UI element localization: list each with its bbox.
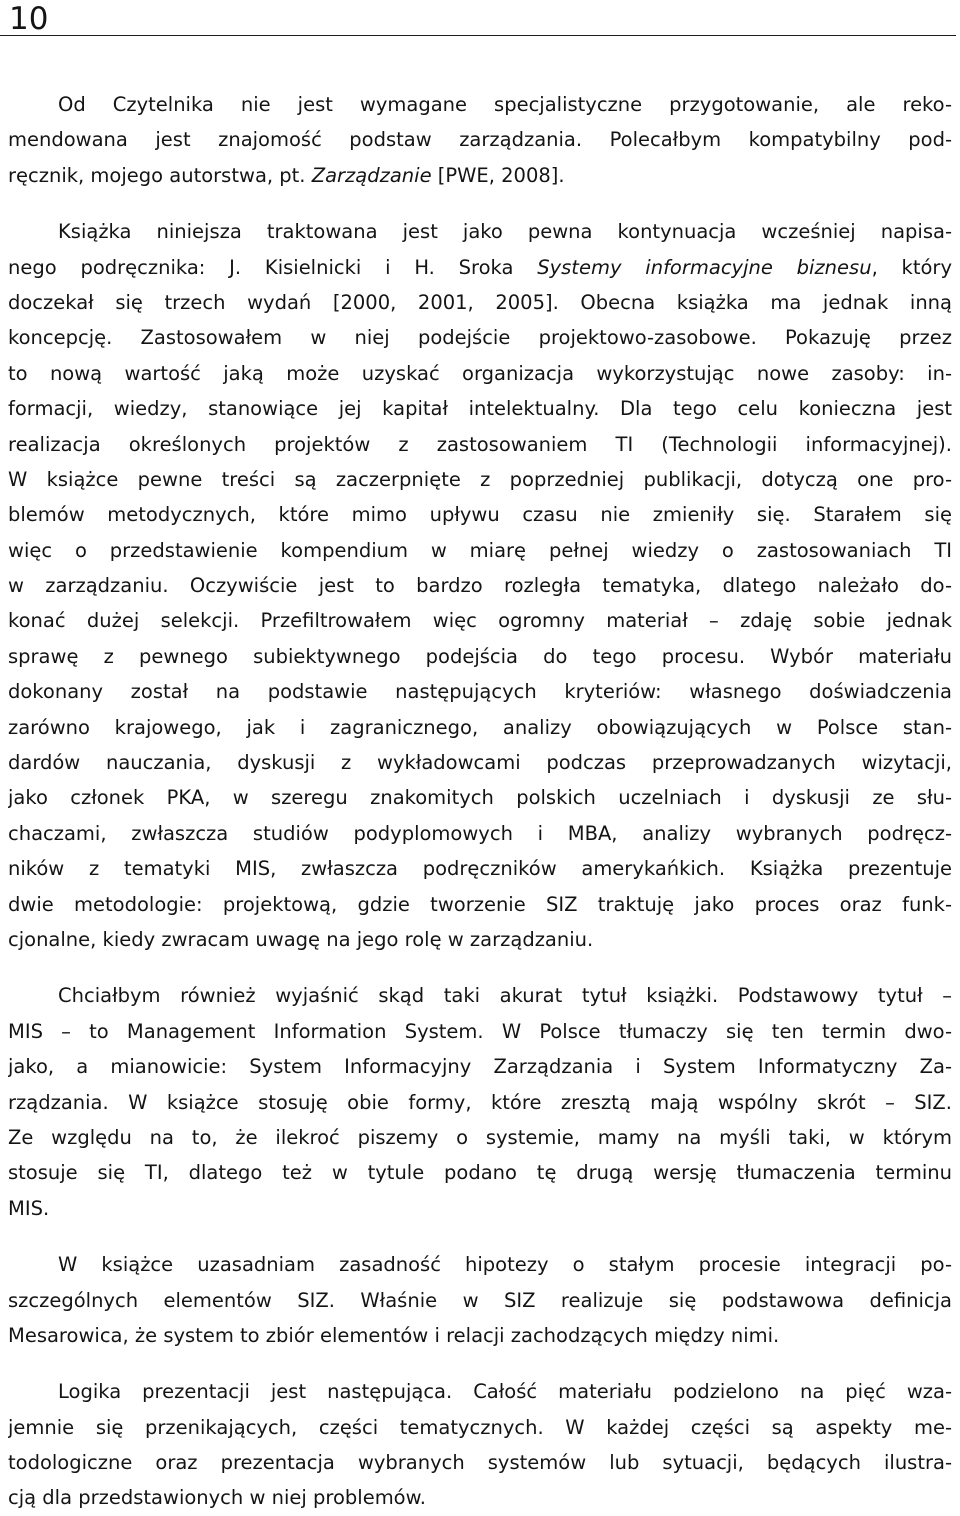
paragraph: [8, 1247, 952, 1353]
text-line: jemnie się przenikających, części tematycznych. W każdej części są aspekty me-: [8, 1415, 952, 1439]
text-line: zarówno krajowego, jak i zagranicznego, analizy obowiązujących w Polsce stan-: [8, 715, 952, 739]
text-line: koncepcję. Zastosowałem w niej podejście projektowo-zasobowe. Pokazuję przez: [8, 326, 952, 350]
text-line: ników z tematyki MIS, zwłaszcza podręczników amerykańkich. Książka prezentuje: [8, 857, 952, 881]
text-line: to nową wartość jaką może uzyskać organizacja wykorzystując nowe zasoby: in-: [8, 361, 952, 385]
text-line: Mesarowica, że system to zbiór elementów i relacji zachodzących między nimi.: [8, 1323, 780, 1347]
text-line: Chciałbym również wyjaśnić skąd taki akurat tytuł książki. Podstawowy tytuł –: [58, 984, 952, 1008]
text-line: konać dużej selekcji. Przefiltrowałem więc ogromny materiał – zdaję sobie jednak: [8, 609, 952, 633]
page-body: [8, 87, 952, 1516]
text-line: jako, a mianowicie: System Informacyjny Zarządzania i System Informatyczny Za-: [8, 1055, 952, 1079]
text-line: dardów nauczania, dyskusji z wykładowcami podczas przeprowadzanych wizytacji,: [8, 751, 952, 775]
text-line: mendowana jest znajomość podstaw zarządzania. Polecałbym kompatybilny pod-: [8, 128, 952, 152]
text-line: cją dla przedstawionych w niej problemów.: [8, 1486, 426, 1510]
text-line: blemów metodycznych, które mimo upływu czasu nie zmieniły się. Starałem się: [8, 503, 952, 527]
text-span: , który: [871, 255, 952, 279]
text-line: więc o przedstawienie kompendium w miarę pełnej wiedzy o zastosowaniach TI: [8, 538, 952, 562]
book-title: Zarządzanie: [311, 163, 432, 187]
text-line: w zarządzaniu. Oczywiście jest to bardzo rozległa tematyka, dlatego należało do-: [8, 574, 952, 598]
text-line: [8, 158, 952, 193]
text-line: sprawę z pewnego subiektywnego podejścia do tego procesu. Wybór materiału: [8, 644, 952, 668]
text-line: formacji, wiedzy, stanowiące jej kapitał intelektualny. Dla tego celu konieczna jest: [8, 397, 952, 421]
page-number: 10: [9, 1, 49, 37]
text-line: szczególnych elementów SIZ. Właśnie w SIZ realizuje się podstawowa definicja: [8, 1288, 952, 1312]
text-line: Od Czytelnika nie jest wymagane specjalistyczne przygotowanie, ale reko-: [58, 93, 952, 116]
text-line: chaczami, zwłaszcza studiów podyplomowych i MBA, analizy wybranych podręcz-: [8, 821, 952, 845]
text-line: [8, 250, 952, 285]
text-line: realizacja określonych projektów z zastosowaniem TI (Technologii informacyjnej).: [8, 432, 952, 456]
text-line: cjonalne, kiedy zwracam uwagę na jego rolę w zarządzaniu.: [8, 927, 594, 951]
text-line: W książce pewne treści są zaczerpnięte z poprzedniej publikacji, dotyczą one pro-: [8, 467, 952, 491]
paragraph: [8, 87, 952, 193]
text-line: rządzania. W książce stosuję obie formy, które zresztą mają wspólny skrót – SIZ.: [8, 1090, 952, 1114]
text-line: todologiczne oraz prezentacja wybranych systemów lub sytuacji, będących ilustra-: [8, 1451, 952, 1475]
paragraph: [8, 214, 952, 957]
text-span: ręcznik, mojego autorstwa, pt.: [8, 163, 312, 187]
text-line: doczekał się trzech wydań [2000, 2001, 2005]. Obecna książka ma jednak inną: [8, 290, 952, 314]
text-line: MIS.: [8, 1196, 50, 1220]
text-line: Książka niniejsza traktowana jest jako pewna kontynuacja wcześniej napisa-: [58, 220, 952, 244]
header-rule: [0, 35, 956, 36]
text-line: Ze względu na to, że ilekroć piszemy o systemie, mamy na myśli taki, w którym: [8, 1125, 952, 1149]
text-span: [PWE, 2008].: [431, 163, 565, 187]
text-line: jako członek PKA, w szeregu znakomitych polskich uczelniach i dyskusji ze słu-: [8, 786, 952, 810]
text-line: stosuje się TI, dlatego też w tytule podano tę drugą wersję tłumaczenia terminu: [8, 1161, 952, 1185]
text-line: dwie metodologie: projektową, gdzie tworzenie SIZ traktuję jako proces oraz funk-: [8, 892, 952, 916]
text-line: MIS – to Management Information System. W Polsce tłumaczy się ten termin dwo-: [8, 1019, 952, 1043]
text-line: dokonany został na podstawie następujących kryteriów: własnego doświadczenia: [8, 680, 952, 704]
text-line: W książce uzasadniam zasadność hipotezy o stałym procesie integracji po-: [58, 1253, 952, 1277]
paragraph: [8, 978, 952, 1226]
paragraph: [8, 1374, 952, 1516]
text-line: Logika prezentacji jest następująca. Całość materiału podzielono na pięć wza-: [58, 1380, 952, 1404]
text-span: nego podręcznika: J. Kisielnicki i H. Sroka: [8, 255, 538, 279]
book-title: Systemy informacyjne biznesu: [537, 255, 872, 279]
